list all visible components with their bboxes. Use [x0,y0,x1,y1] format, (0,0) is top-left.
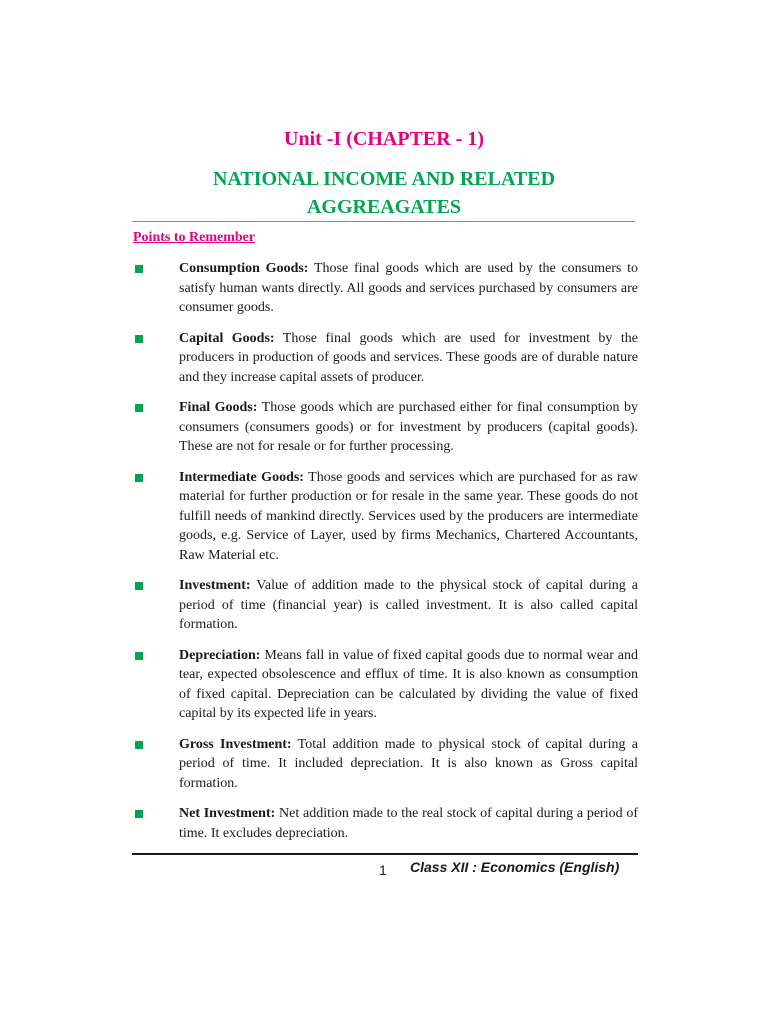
book-title: Class XII : Economics (English) [410,859,620,875]
item-text: Those final goods which are used by the consumers to satisfy human wants directly. All goods and services purchased by consumers are consumer goods. [179,261,638,315]
list-item [132,398,638,457]
list-item [132,259,638,318]
list-item [132,468,638,566]
item-text: Means fall in value of fixed capital goods due to normal wear and tear, expected obsolescence and efflux of time. It is also known as consumption of fixed capital. Depreciation can be calculated by dividing the value of fixed capital by its expected life in years. [179,647,638,721]
title-divider [132,221,635,222]
list-item [132,576,638,635]
square-bullet-icon [135,404,143,412]
square-bullet-icon [135,474,143,482]
item-text: Those final goods which are used for investment by the producers in production of goods and services. These goods are of durable nature and they increase capital assets of producer. [179,330,638,385]
points-heading: Points to Remember [133,230,256,245]
item-term: Intermediate Goods: [179,469,304,485]
item-term: Capital Goods: [179,330,275,346]
list-item [132,646,638,724]
item-term: Investment: [179,578,251,593]
list-item [132,735,638,794]
square-bullet-icon [135,741,143,749]
item-text: Those goods which are purchased either for final consumption by consumers (consumers goods) or for investment by producers (capital goods). These are not for resale or for further processing. [179,400,638,454]
square-bullet-icon [135,265,143,273]
list-item [132,329,638,388]
chapter-title: NATIONAL INCOME AND RELATED AGGREAGATES [212,168,556,218]
square-bullet-icon [135,810,143,818]
page-number: 1 [379,862,387,878]
unit-title: Unit -I (CHAPTER - 1) [284,128,484,150]
item-text: Net addition made to the real stock of capital during a period of time. It excludes depreciation. [179,806,639,841]
item-text: Value of addition made to the physical stock of capital during a period of time (financial year) is called investment. It is also called capital formation. [179,578,638,632]
item-term: Net Investment: [179,806,276,821]
footer-divider [132,853,638,855]
square-bullet-icon [135,652,143,660]
item-term: Depreciation: [179,647,261,663]
points-list [132,259,638,843]
item-text: Total addition made to physical stock of capital during a period of time. It included depreciation. It is also known as Gross capital formation. [179,736,638,791]
item-term: Consumption Goods: [179,261,309,276]
square-bullet-icon [135,335,143,343]
square-bullet-icon [135,582,143,590]
item-text: Those goods and services which are purchased for as raw material for further production or for resale in the same year. These goods do not fulfill needs of mankind directly. Services used by the producers are intermediate goods, e.g. Service of Layer, used by firms Mechanics, Chartered Accountants, Raw Material etc. [179,469,638,563]
item-term: Final Goods: [179,400,258,415]
list-item [132,804,638,843]
item-term: Gross Investment: [179,736,292,752]
